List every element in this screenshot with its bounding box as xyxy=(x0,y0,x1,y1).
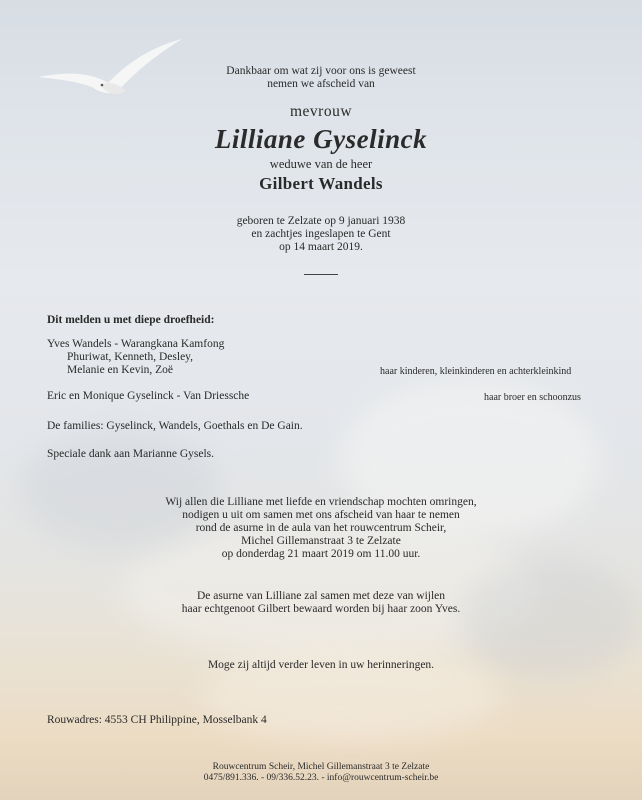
family-line: Phuriwat, Kenneth, Desley, xyxy=(67,351,194,363)
widow-text: weduwe van de heer xyxy=(269,157,373,171)
family-line: Eric en Monique Gyselinck - Van Driessche xyxy=(47,390,250,402)
footer-contact: 0475/891.336. - 09/336.52.23. - info@rouwcentrum-scheir.be xyxy=(203,773,439,783)
birth-death-info xyxy=(0,215,642,254)
family-relation: haar broer en schoonzus xyxy=(484,392,581,403)
divider xyxy=(304,274,338,275)
invitation-text xyxy=(0,496,642,561)
families-line: De families: Gyselinck, Wandels, Goethals en De Gain. xyxy=(47,420,303,432)
invite-line: rond de asurne in de aula van het rouwcentrum Scheir, xyxy=(195,522,447,534)
funeral-home-footer xyxy=(0,762,642,784)
family-relation: haar kinderen, kleinkinderen en achterkleinkind xyxy=(380,366,572,377)
urn-text xyxy=(0,590,642,616)
urn-line: De asurne van Lilliane zal samen met deze van wijlen xyxy=(196,590,446,602)
family-group-sibling xyxy=(47,390,249,403)
intro-text xyxy=(0,65,642,91)
announcement-heading: Dit melden u met diepe droefheid: xyxy=(47,314,215,326)
family-line: Melanie en Kevin, Zoë xyxy=(67,364,174,376)
birth-line: op 14 maart 2019. xyxy=(279,241,363,253)
invite-line: op donderdag 21 maart 2019 om 11.00 uur. xyxy=(221,548,421,560)
invite-line: nodigen u uit om samen met ons afscheid van haar te nemen xyxy=(182,509,460,521)
intro-line: Dankbaar om wat zij voor ons is geweest xyxy=(226,65,416,77)
birth-line: en zachtjes ingeslapen te Gent xyxy=(251,228,391,240)
mourning-address: Rouwadres: 4553 CH Philippine, Mosselbank 4 xyxy=(47,714,267,726)
urn-line: haar echtgenoot Gilbert bewaard worden bij haar zoon Yves. xyxy=(181,603,461,615)
family-line: Yves Wandels - Warangkana Kamfong xyxy=(47,338,225,350)
intro-line: nemen we afscheid van xyxy=(267,78,375,90)
footer-line: Rouwcentrum Scheir, Michel Gillemanstraat 3 te Zelzate xyxy=(212,762,430,772)
invite-line: Wij allen die Lilliane met liefde en vriendschap mochten omringen, xyxy=(165,496,477,508)
honorific: mevrouw xyxy=(289,103,353,120)
birth-line: geboren te Zelzate op 9 januari 1938 xyxy=(236,215,406,227)
special-thanks: Speciale dank aan Marianne Gysels. xyxy=(47,448,215,460)
memorial-wish: Moge zij altijd verder leven in uw herinneringen. xyxy=(207,659,435,671)
deceased-name: Lilliane Gyselinck xyxy=(214,124,428,154)
husband-name: Gilbert Wandels xyxy=(259,174,383,193)
family-group-children xyxy=(47,338,224,377)
invite-line: Michel Gillemanstraat 3 te Zelzate xyxy=(241,535,401,547)
